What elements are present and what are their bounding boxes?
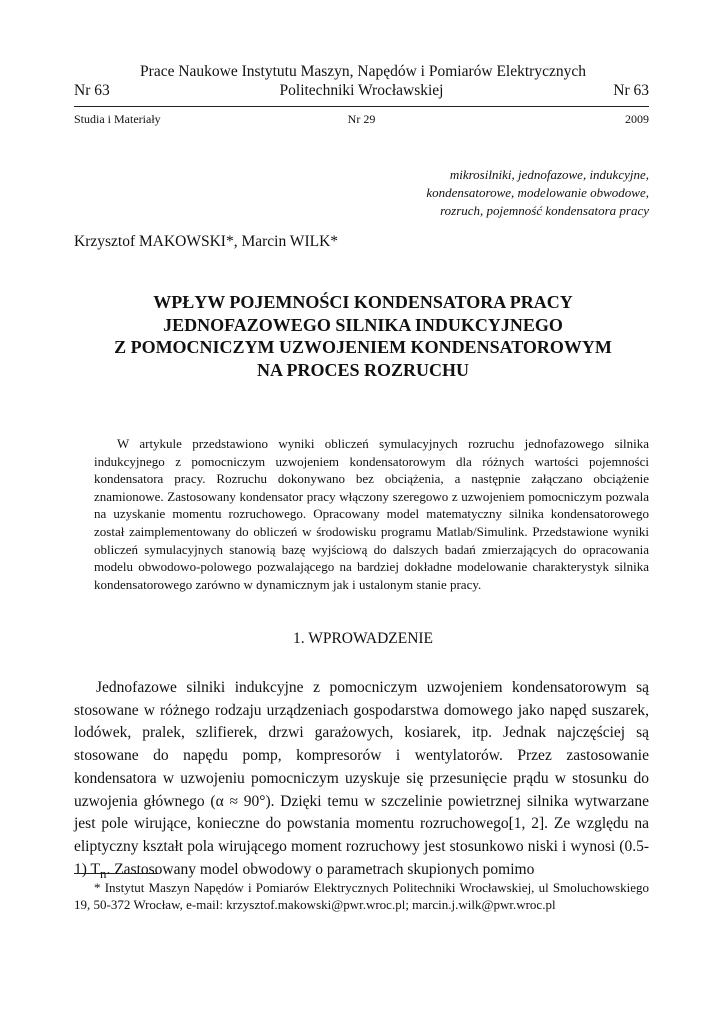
footnote [74,879,649,913]
title-line: JEDNOFAZOWEGO SILNIKA INDUKCYJNEGO [163,314,563,335]
torque-subscript: n [99,865,107,881]
university-name: Politechniki Wrocławskiej [279,82,444,99]
body-text [74,677,649,885]
keywords-line: kondensatorowe, modelowanie obwodowe, [426,185,649,200]
header-divider [74,106,649,107]
section-heading: 1. WPROWADZENIE [292,630,434,647]
title-line: WPŁYW POJEMNOŚCI KONDENSATORA PRACY [153,292,573,312]
authors: Krzysztof MAKOWSKI*, Marcin WILK* [74,233,339,250]
body-text-part2: . Zastosowany model obwodowy o parametrach skupionych pomimo [106,860,535,878]
keywords-line: mikrosilniki, jednofazowe, indukcyjne, [449,167,649,182]
paper-title [0,291,726,381]
issue-number-left: Nr 63 [74,82,110,99]
body-paragraph [74,677,649,885]
body-text-part1: Jednofazowe silniki indukcyjne z pomocniczym uzwojeniem kondensatorowym są stosowane w różnego rodzaju urządzeniach gospodarstwa domowego jako napęd suszarek, lodówek, pralek, szlifierek, drzwi garażowych, kosiarek, itp. Jednak najczęściej są stosowane do napędu pomp, kompresorów i wentylatorów. Przez zastosowanie kondensatora w uzwojeniu pomocniczym uzyskuje się przesunięcie prądu w stosunku do uzwojenia głównego (α ≈ 90°). Dzięki temu w szczelinie powietrznej silnika wytwarzane jest pole wirujące, konieczne do powstania momentu rozruchowego[1, 2]. Ze względu na eliptyczny kształt pola wirującego moment rozruchowy jest stosunkowo niski i wynosi (0.5-1) T [74,679,649,878]
issue-number-right: Nr 63 [613,82,649,99]
publication-year: 2009 [625,112,649,126]
title-line: Z POMOCNICZYM UZWOJENIEM KONDENSATOROWYM [114,337,612,357]
journal-title: Prace Naukowe Instytutu Maszyn, Napędów i Pomiarów Elektrycznych [140,63,586,80]
keywords-line: rozruch, pojemność kondensatora pracy [440,203,649,218]
series-number: Nr 29 [347,112,376,126]
abstract [94,435,649,593]
abstract-text: W artykule przedstawiono wyniki obliczeń symulacyjnych rozruchu jednofazowego silnika indukcyjnego z pomocniczym uzwojeniem kondensatorowym dla różnych wartości pojemności kondensatora pracy. Rozruchu dokonywano bez obciążenia, a następnie załączano obciążenie znamionowe. Zastosowany kondensator pracy włączony szeregowo z uzwojeniem pomocniczym pozwala na uzyskanie momentu rozruchowego. Opracowany model matematyczny silnika kondensatorowego został zaimplementowany do obliczeń w środowisku programu Matlab/Simulink. Przedstawione wyniki obliczeń symulacyjnych stanowią bazę wyjściową do dalszych badań zmierzających do opracowania modelu obwodowo-polowego pozwalającego na bardziej dokładne modelowanie charakterystyk silnika kondensatorowego zarówno w dynamicznym jak i ustalonym stanie pracy. [94,436,649,592]
footnote-divider [74,873,158,874]
title-line: NA PROCES ROZRUCHU [256,359,470,380]
keywords [249,166,649,220]
series-name: Studia i Materiały [74,112,161,126]
footnote-text: * Instytut Maszyn Napędów i Pomiarów Elektrycznych Politechniki Wrocławskiej, ul Smoluchowskiego 19, 50-372 Wrocław, e-mail: krzysztof.makowski@pwr.wroc.pl; marcin.j.wilk@pwr.wroc.pl [74,880,649,912]
